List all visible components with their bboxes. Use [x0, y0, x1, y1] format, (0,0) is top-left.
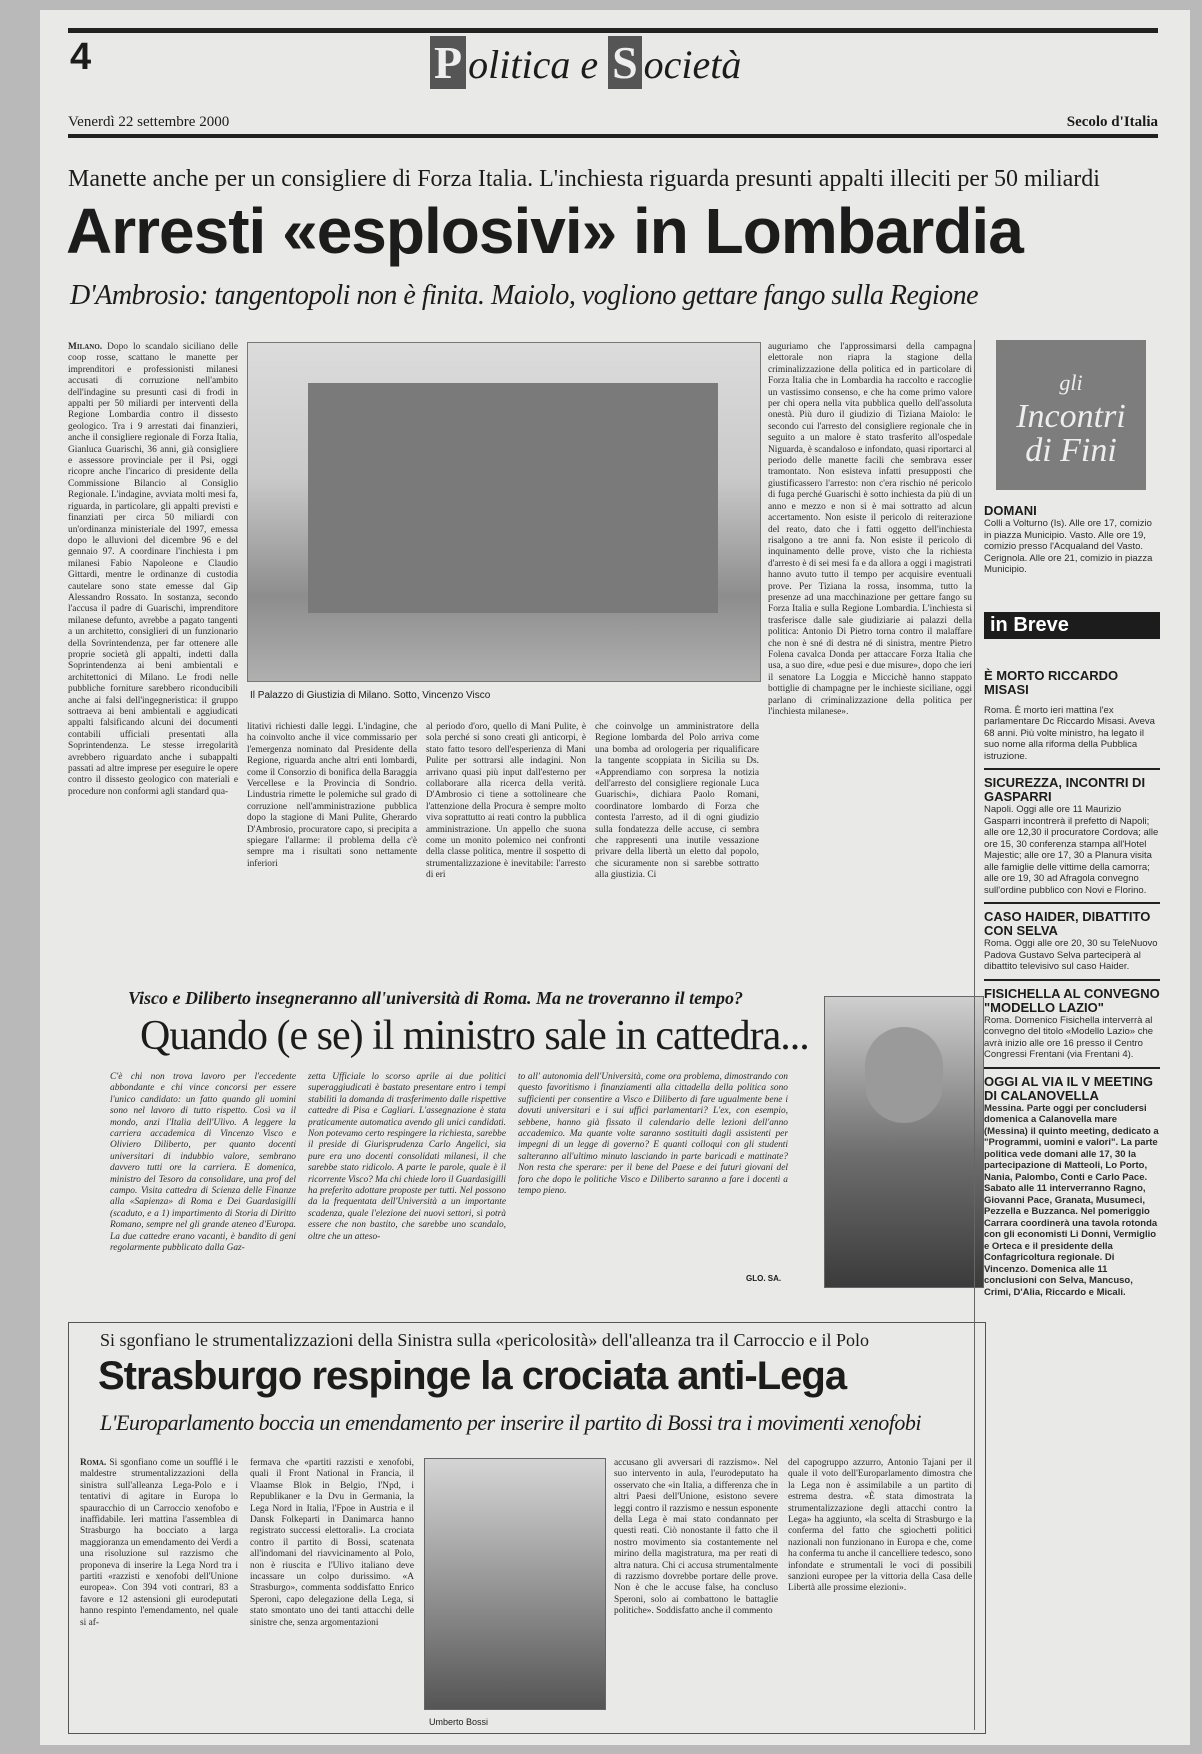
story1-dateline: Milano. [68, 342, 103, 352]
story2-signature: GLO. SA. [746, 1274, 782, 1283]
page-number: 4 [70, 36, 92, 78]
story1-column-1 [68, 342, 238, 942]
logo-line-1: gli [1059, 370, 1083, 395]
brief-title: OGGI AL VIA IL V MEETING DI CALANOVELLA [984, 1073, 1154, 1103]
story3-column-4: del capogruppo azzurro, Antonio Tajani per il quale il voto dell'Europarlamento dimostra che la Lega non è assimilabile a un partito di estrema destra. «È stata dimostrata la strumentalizzazione degli attacchi contro la Lega» ha aggiunto, «la scelta di Strasburgo e la conferma del fatto che sgiochetti politici nazionali non funzionano in Europa e che, come ha conferma tu anche il cancelliere tedesco, sono infondate e strumentali le voci di possibili sanzioni europee per la vittoria della Casa delle Libertà alle prossime elezioni». [788, 1458, 972, 1594]
brief-text: Napoli. Oggi alle ore 11 Maurizio Gasparri incontrerà il prefetto di Napoli; alle ore 12,30 il procuratore Cordova; alle ore 15, 30 conferenza stampa all'Hotel Majestic; alle ore 17, 30 a Planura visita alle famiglie delle vittime della camorra; alle ore 19, 30 ad Afragola convegno sull'ordine pubblico con Novi e Florino. [984, 804, 1159, 896]
story1-headline: Arresti «esplosivi» in Lombardia [66, 195, 1023, 267]
brief-title: SICUREZZA, INCONTRI DI GASPARRI [984, 775, 1146, 804]
brief-text: Roma. È morto ieri mattina l'ex parlamentare Dc Riccardo Misasi. Aveva 68 anni. Più volte ministro, ha legato il suo nome alla riforma della Pubblica istruzione. [984, 704, 1155, 762]
building-image [308, 383, 718, 613]
header-rule [68, 134, 1158, 138]
section-initial-p: P [430, 36, 466, 89]
story2-headline: Quando (e se) il ministro sale in cattedra... [140, 1013, 809, 1059]
story1-column-1-text: Dopo lo scandalo siciliano delle coop rosse, scattano le manette per imprenditori e professionisti milanesi accusati di corruzione nell'ambito dell'indagine su presunti casi di frodi in appalti per 50 miliardi per interventi della Regione Lombardia contro il dissesto geologico. Tra i 9 arrestati dai finanzieri, anche il consigliere regionale di Forza Italia, Gianluca Guarischi, 36 anni, già consigliere e assessore provinciale per il Psi, oggi ricopre anche l'incarico di presidente della Commissione Bilancio al Consiglio Regionale. L'indagine, avviata molti mesi fa, riguarda, in particolare, gli appalti previsti e finanziati per circa 50 miliardi con un'ordinanza ministeriale del 1997, emessa dopo le alluvioni del dicembre 96 e del gennaio 97. A coordinare l'inchiesta i pm milanesi Fabio Napoleone e Claudio Gittardi, mentre le ordinanze di custodia cautelare sono state emesse dal Gip Alessandro Rossato. In sostanza, secondo l'accusa il padre di Guarischi, imprenditore milanese defunto, avrebbe a pagato tangenti a un architetto, consiglieri di un funzionario della Sovrintendenza, per far ottenere alle proprie società gli appalti, indetti dalla Soprintendenza ai beni ambientali e architettonici di Milano. Le frodi nelle pubbliche forniture sarebbero riconducibili anche ai falsi dell'ingegneristica: il gruppo sottraeva ai beni ambientali e aggiudicati appalti falsificando alcuni dei documenti contabili ufficiali presentati alla Soprintendenza. Le stesse irregolarità avrebbero riguardato anche i subappalti passati ad altre imprese per eseguire le opere contro il dissesto geologico con materiali e procedure non conformi agli standard qua- [68, 342, 238, 797]
story3-column-2: fermava che «partiti razzisti e xenofobi, quali il Front National in Francia, il Vlaamse Blok in Belgio, l'Npd, i Republikaner e la Dvu in Germania, la Lega Nord in Italia, l'Fpoe in Austria e il Dansk Folkeparti in Danimarca hanno registrato successi elettorali». La crociata contro il partito di Bossi, scatenata all'indomani del riavvicinamento al Polo, non è riuscita e l'Ulivo italiano deve incassare un colpo durissimo. «A Strasburgo», commenta soddisfatto Enrico Speroni, capo delegazione della Lega, si stato smontato uno dei tanti attacchi delle sinistre che, senza argomentazioni [250, 1458, 414, 1628]
top-rule [68, 28, 1158, 33]
brief-text: Roma. Domenico Fisichella interverrà al convegno del titolo «Modello Lazio» che avrà inizio alle ore 16 presso il Centro Congressi Frentani (via Frentani 4). [984, 1014, 1154, 1060]
divider [984, 979, 1160, 981]
section-title [430, 36, 741, 89]
story3-kicker: Si sgonfiano le strumentalizzazioni della Sinistra sulla «pericolosità» dell'alleanza tra il Carroccio e il Polo [100, 1330, 870, 1350]
divider [984, 902, 1160, 904]
story1-column-5: auguriamo che l'approssimarsi della campagna elettorale non riapra la stagione della criminalizzazione della politica ed in particolare di Forza Italia che in Lombardia ha raccolto e raccoglie un vastissimo consenso, e che ha come primo valore per chi opera nella vita pubblica quello dell'assoluta onestà. Più duro il giudizio di Tiziana Maiolo: le secondo cui l'arresto del consigliere regionale che in seguito a un malore è stato trasferito all'ospedale Niguarda, è scandaloso e infondato, quasi riportarci al periodo delle manette facili che sembrava esser tramontato. Non esisteva infatti presupposti che giustificassero l'arresto: non c'era rischio né pericolo di fuga perché Guarischi è sotto inchiesta da più di un anno e mezzo e non si è mai sottratto ad alcun accertamento. Non esiste il pericolo di reiterazione del reato, dato che i fatti oggetto dell'inchiesta risalgono a tre anni fa. Non esiste il pericolo di inquinamento delle prove, visto che la richiesta d'arresto è di sei mesi fa e da allora a oggi i magistrati hanno avuto tutto il tempo per acquisire eventuali prove. Per Tiziana la rossa, insomma, tutto la presenze ad una macchinazione per gettare fango su Forza Italia e sulla Regione Lombardia. L'inchiesta si trasferisce dalle sale giudiziarie ai palazzi della politica: Antonio Di Pietro torna contro il malaffare che non è sné di destra né di sinistra, mentre Pietro Folena cavalca Donda per attaccare Forza Italia che usa, a suo dire, «due pesi e due misure», dopo che ieri il senatore La Loggia e Miccichè hanno stappato bottiglie di champagne per le inchieste siciliane, oggi parlano di criminalizzazione della politica per l'inchiesta milanese». [768, 342, 972, 717]
section-title-part1: olitica e [468, 42, 609, 87]
domani-title: DOMANI [984, 503, 1037, 518]
domani-text: Colli a Volturno (Is). Alle ore 17, comizio in piazza Municipio. Vasto. Alle ore 19, comizio presso l'Acqualand del Vasto. Cerignola. Alle ore 21, comizio in piazza Municipio. [984, 518, 1153, 575]
story3-column-1-text: Si sgonfiano come un soufflé i le maldestre strumentalizzazioni della sinistra sull'alleanza Lega-Polo e i tentativi di agitare in Europa lo spauracchio di un Carroccio xenofobo e inaffidabile. Ieri mattina l'assemblea di Strasburgo ha bocciato a larga maggioranza un emendamento dei Verdi a una risoluzione sul razzismo che proponeva di inserire la Lega Nord tra i partiti «razzisti e xenofobi dell'Unione europea». Con 394 voti contrari, 83 a favore e 12 astensioni gli eurodeputati hanno respinto l'emendamento, nel quale si af- [80, 1458, 238, 1628]
photo-palazzo-giustizia [247, 342, 761, 701]
photo-umberto-bossi [424, 1458, 606, 1727]
photo1-caption: Il Palazzo di Giustizia di Milano. Sotto, Vincenzo Visco [250, 690, 491, 701]
brief-item [984, 776, 1160, 896]
brief-item [984, 987, 1160, 1061]
brief-title: FISICHELLA AL CONVEGNO "MODELLO LAZIO" [984, 985, 1160, 1015]
incontri-di-fini-logo [996, 340, 1146, 490]
issue-date: Venerdì 22 settembre 2000 [68, 114, 230, 130]
brief-text: Messina. Parte oggi per concludersi domenica a Calanovella mare (Messina) il quinto meeting, dedicato a "Programmi, uomini e valori". La parte politica vede domani alle 17, 30 la partecipazione di Matteoli, Lo Porto, Nania, Palombo, Conti e Carlo Pace. Sabato alle 11 interverranno Ragno, Giovanni Pace, Granata, Musumeci, Pezzella e Buzzanca. Nel pomeriggio Carrara coordinerà una tavola rotonda con gli economisti Li Donni, Vermiglio e Orteca e il presidente della Confagricoltura regionale. Di Vincenzo. Domenica alle 11 conclusioni con Selva, Mancuso, Crimi, D'Alia, Riccardo e Micali. [984, 1102, 1159, 1298]
story3-headline: Strasburgo respinge la crociata anti-Lega [98, 1354, 847, 1398]
section-title-part2: ocietà [643, 42, 742, 87]
story2-column-2: zetta Ufficiale lo scorso aprile ai due politici superaggiudicati è bastato presentare entro i tempi stabiliti la domanda di trasferimento dalle rispettive cattedre di Pisa e Cagliari. L'assegnazione è stata praticamente automatica avendo gli unici candidati. Non potevamo certo respingere la richiesta, sarebbe il preside di Giurisprudenza Carlo Angelici, sia pure era uno docenti consolidati milanesi, il che sarebbe stato ridicolo. A parte le parole, quale è il ricorrente Visco? Ma chi chiede loro il Guardasigilli ha preferito adottare proposte per tutti. Nel possono da la frequentata dell'Università a un importante scadenza, quale l'elezione dei nuovi settori, sì potrà essere che non bastito, che sarebbe uno scandalo, oltre che un atteso- [308, 1072, 506, 1242]
brief-item [984, 910, 1160, 973]
story2-kicker: Visco e Diliberto insegneranno all'università di Roma. Ma ne troveranno il tempo? [128, 988, 744, 1008]
story3-dateline: Roma. [80, 1458, 107, 1468]
story3-deck: L'Europarlamento boccia un emendamento per inserire il partito di Bossi tra i movimenti xenofobi [100, 1410, 921, 1435]
photo-vincenzo-visco [824, 996, 984, 1288]
story1-column-2: litativi richiesti dalle leggi. L'indagine, che ha coinvolto anche il vice commissario per l'emergenza nominato dal Presidente della Regione, riguarda anche altri enti lombardi, come il Consorzio di bonifica della Baraggia Vercellese e la Provincia di Sondrio. Lindustria rimette le polemiche sul grado di corruzione nell'amministrazione pubblica dopo la stagione di Mani Pulite, Gherardo D'Ambrosio, procuratore capo, si precipita a spiegare l'allarme: il problema della c'è sempre ma i risultati sono nettamente inferiori [247, 722, 417, 869]
logo-line-3: di Fini [1025, 432, 1117, 469]
story1-column-4: che coinvolge un amministratore della Regione lombarda del Polo arriva come una bomba ad orologeria per riqualificare la tangente scoppiata in Sicilia su Ds. «Apprendiamo con sorpresa la notizia dell'arresto del consigliere regionale Luca Guarischi», dichiara Paolo Romani, coordinatore lombardo di Forza che contesta l'arresto, ad il di ogni giudizio sulla fondatezza delle accuse, ci sembra che rappresenti una inutile vessazione privare della libertà un eletto dal popolo, che sicuramente non si sarebbe sottratto alla giustizia. Ci [595, 722, 759, 881]
brief-item [984, 669, 1160, 763]
story3-column-1 [80, 1458, 238, 1720]
story2-column-3: to all' autonomia dell'Università, come ora problema, dimostrando con questo favoritismo i finanziamenti alla cittadella della politica sono sufficienti per consentire a Visco e Diliberto di fare ugualmente bene i dovuti universitari e i sui uffici parlamentari? L'ex, con esempio, sebbene, hanno già fissato il calendario delle lezioni dell'anno accademico. Ma quante volte saranno sostituiti dagli assistenti per impegni di un legge di governo? E quanti colloqui con gli studenti salteranno all'ultimo minuto lasciando in parte baricadi e mattinate? Non resta che sperare: per il bene del Paese e dei futuri giovani del foro che dopo le politiche Visco e Diliberto saranno a fare i docenti a tempo pieno. [518, 1072, 788, 1197]
in-breve-label: in Breve [984, 612, 1160, 639]
story1-kicker: Manette anche per un consigliere di Forza Italia. L'inchiesta riguarda presunti appalti illeciti per 50 miliardi [68, 166, 1100, 192]
newspaper-name: Secolo d'Italia [1066, 114, 1158, 130]
brief-item [984, 1075, 1160, 1299]
photo3-caption: Umberto Bossi [429, 1717, 489, 1727]
story2-column-1: C'è chi non trova lavoro per l'eccedente abbondante e chi vince concorsi per essere l'unico candidato: un fatto quando gli uomini sono nel lavoro di tutto rispetto. Così va il mondo, anzi l'Italia dell'Ulivo. A leggere la carriera accademica di Vincenzo Visco e Oliviero Diliberto, per quanto docenti universitari di indubbio valore, sembrano davvero tutti ore la carriera. E domenica, ministro del Tesoro da consolidare, una prof del campo. Visita cattedra di Scienza delle Finanze alla «Sapienza» di Roma e Dei Guardasigilli (scaduto, e a 1) impartimento di Storia di Diritto Romano, sempre nel gli grande ateneo d'Europa. La due cattedre erano vacanti, è bandito di geni regolarmente pubblicato dalla Gaz- [110, 1072, 296, 1254]
sidebar [984, 340, 1160, 1298]
brief-text: Roma. Oggi alle ore 20, 30 su TeleNuovo Padova Gustavo Selva parteciperà al dibattito televisivo sul caso Haider. [984, 938, 1158, 972]
story1-column-3: al periodo d'oro, quello di Mani Pulite, è sola perché si sono creati gli anticorpi, è stato fatto tesoro dell'esperienza di Mani Pulite per sottrarsi alle indagini. Non arrivano quasi più input dall'esterno per collaborare alla ricerca della verità. D'Ambrosio ci tiene a sottolineare che l'attenzione della Procura è sempre molto viva soprattutto ai reati contro la pubblica amministrazione. Un appello che suona come un monito polemico nei confronti della classe politica, mentre il sospetto di strumentalizzazione è inevitabile: l'arresto di eri [426, 722, 586, 881]
brief-title: CASO HAIDER, DIBATTITO CON SELVA [984, 909, 1151, 938]
sidebar-divider [974, 340, 975, 1730]
divider [984, 768, 1160, 770]
newspaper-page [40, 10, 1190, 1745]
story1-deck: D'Ambrosio: tangentopoli non è finita. Maiolo, vogliono gettare fango sulla Regione [70, 280, 979, 311]
logo-line-2: Incontri [1016, 398, 1126, 435]
story3-column-3: accusano gli avversari di razzismo». Nel suo intervento in aula, l'eurodeputato ha osservato che «in Italia, a differenza che in altri Paesi dell'Unione, esistono severe leggi contro il razzismo e nessun esponente della Lega è mai stato condannato per questi reati. Ciò nonostante il fatto che il nostro movimento sia costantemente nel mirino della magistratura, ma per reati di altra natura. Chi ci accusa strumentalmente di razzismo dovrebbe portare delle prove. Non è che le accuse false, ha concluso Speroni, solo ai combattono le battaglie politiche». Soddisfatto anche il commento [614, 1458, 778, 1617]
section-initial-s: S [608, 36, 642, 89]
brief-title: È MORTO RICCARDO MISASI [984, 667, 1119, 697]
divider [984, 1067, 1160, 1069]
portrait-face [865, 1027, 943, 1123]
